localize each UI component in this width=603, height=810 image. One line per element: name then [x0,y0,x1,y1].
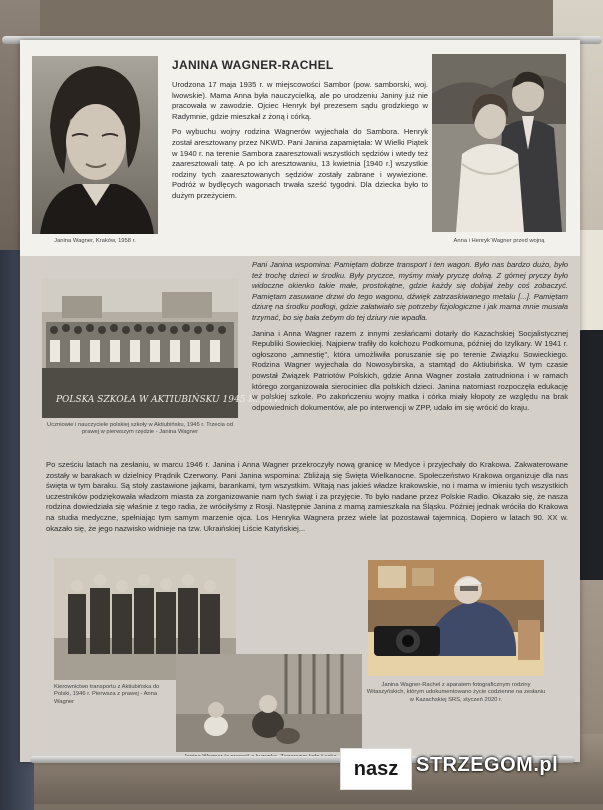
portrait-photo [32,56,158,234]
return-text: Po sześciu latach na zesłaniu, w marcu 1946 r. Janina i Anna Wagner przekroczyły nową granicę w Medyce i przyjechały do Krakowa. Zakwaterowane zostały w barakach w dzielnicy Prądnik Czerwony. Pani Janina wspomina: Zbliżają się Święta Wielkanocne. Społeczeństwo Krakowa organizuje dla nas święta w tym baraku. Są stoły zastawione jajkami, barankami, tym wszystkim. Witają nas jakieś władze krakowskie, no i mama w imieniu tych wszystkich uczestników podziękowała władzom miasta za zorganizowanie nam tych świąt i za przyjęcie. To było nadane przez Polskie Radio. Okazało się, że nasza rodzina dowiedziała się właśnie z tego radia, że wróciłyśmy z Rosji. Następnie Janina z mamą zamieszkała na Śląsku. Później jednak wróciła do Krakowa na studia medyczne, spełniając tym samym marzenie ojca. Los Henryka Wagnera przez wiele lat pozostawał tajemnicą. Dopiero w latach 90. XX w. okazało się, że jego nazwisko widnieje na tzw. Ukraińskiej Liście Katyńskiej... [46,460,568,533]
watermark-brand-box: nasz [340,748,412,790]
school-caption: Uczniowie i nauczyciele polskiej szkoły w Aktiubińsku, 1945 r. Trzecia od prawej w pierwszym rzędzie - Janina Wagner [47,422,233,436]
intro-paragraph-2: Po wybuchu wojny rodzina Wagnerów wyjechała do Sambora. Henryk został aresztowany przez NKWD. Pani Janina zapamiętała: W Wielki Piątek w 1940 r. na terenie Sambora zaaresztowali wszystkich sędziów i wtedy też zaaresztowali tatę. A po ich aresztowaniu, 13 kwietnia [1940 r.] wszystkie rodziny tych zaaresztowanych sędziów zostały zabrane i wywiezione. Podróż w bydlęcych wagonach trwała sześć tygodni. Dla dziecka było to dużym przeżyciem. [172,127,428,200]
page-title: JANINA WAGNER-RACHEL [172,58,334,72]
school-photo [42,278,281,418]
transport-caption: Kierownictwo transportu z Aktiubińska do Polski, 1946 r. Pierwsza z prawej - Anna Wagner [54,684,160,705]
camera-caption: Janina Wagner-Rachel z aparatem fotograficznym rodziny Witaszyńskich, którym udokumentowano życie codzienne na zesłaniu w Kazachskiej SRS, styczeń 2020 r. [366,682,546,703]
intro-paragraph-1: Urodzona 17 maja 1935 r. w miejscowości Sambor (pow. samborski, woj. lwowskie). Mama Anna była nauczycielką, ale po urodzeniu Janiny już nie pracowała w zawodzie. Ojciec Henryk był prezesem sądu grodzkiego w Radymnie, gdzie mieszkał z żoną i córką. [172,80,428,121]
portrait-caption: Janina Wagner, Kraków, 1958 r. [54,238,136,244]
memory-paragraph-1: Pani Janina wspomina: Pamiętam dobrze transport i ten wagon. Było nas bardzo dużo, było też trochę dzieci w środku. Były pryczce, myśmy miały pryczę dolną. Z górnej pryczy było widoczne okienko takie małe, prostokątne, gdzie każdy się dobijał żeby coś zobaczyć. Pamiętam zasuwane drzwi do tego wagonu, dźwięk zatrzaskiwanego metalu [...]. Pamiętam dziurę na środku podłogi, gdzie załatwiało się potrzeby fizjologiczne i jak mama mnie musiała trzymać, bo się bała żebym do tej dziury nie wpadła. [252,260,568,322]
couple-photo [432,54,566,232]
memory-text [252,260,568,418]
watermark-brand-text: STRZEGOM.pl [416,754,559,776]
exhibition-banner [20,40,580,762]
watermark-logo [340,748,586,790]
camera-photo [368,560,544,676]
couple-caption: Anna i Henryk Wagner przed wojną [453,238,545,244]
dog-photo [176,654,362,752]
school-photo-inscription: POLSKA SZKOŁA W AKTIUBIŃSKU 1945 R. 6.IV. [56,395,281,405]
intro-text [172,80,428,207]
memory-paragraph-2: Janina i Anna Wagner razem z innymi zesłańcami dotarły do Kazachskiej Socjalistycznej Republiki Sowieckiej. Najpierw trafiły do kołchozu Podkomuna, później do Izylkary. W 1941 r. ogłoszono „amnestię”, która umożliwiła poruszanie się po terenie Związku Sowieckiego. Rodzina Wagner wyjechała do Nowosybirska, a stamtąd do Aktiubińska. W tym czasie powstał Związek Patriotów Polskich, gdzie Anna Wagner została zatrudniona i w ramach którego zorganizowała sierociniec dla polskich dzieci. Janina natomiast rozpoczęła edukację w polskiej szkole. Po zakończeniu wojny matka i córka miały kłopoty ze względu na brak odpowiednich dokumentów, ale po interwencji w ZPP, udało im się wrócić do kraju. [252,328,568,412]
school-crowd [46,322,234,368]
